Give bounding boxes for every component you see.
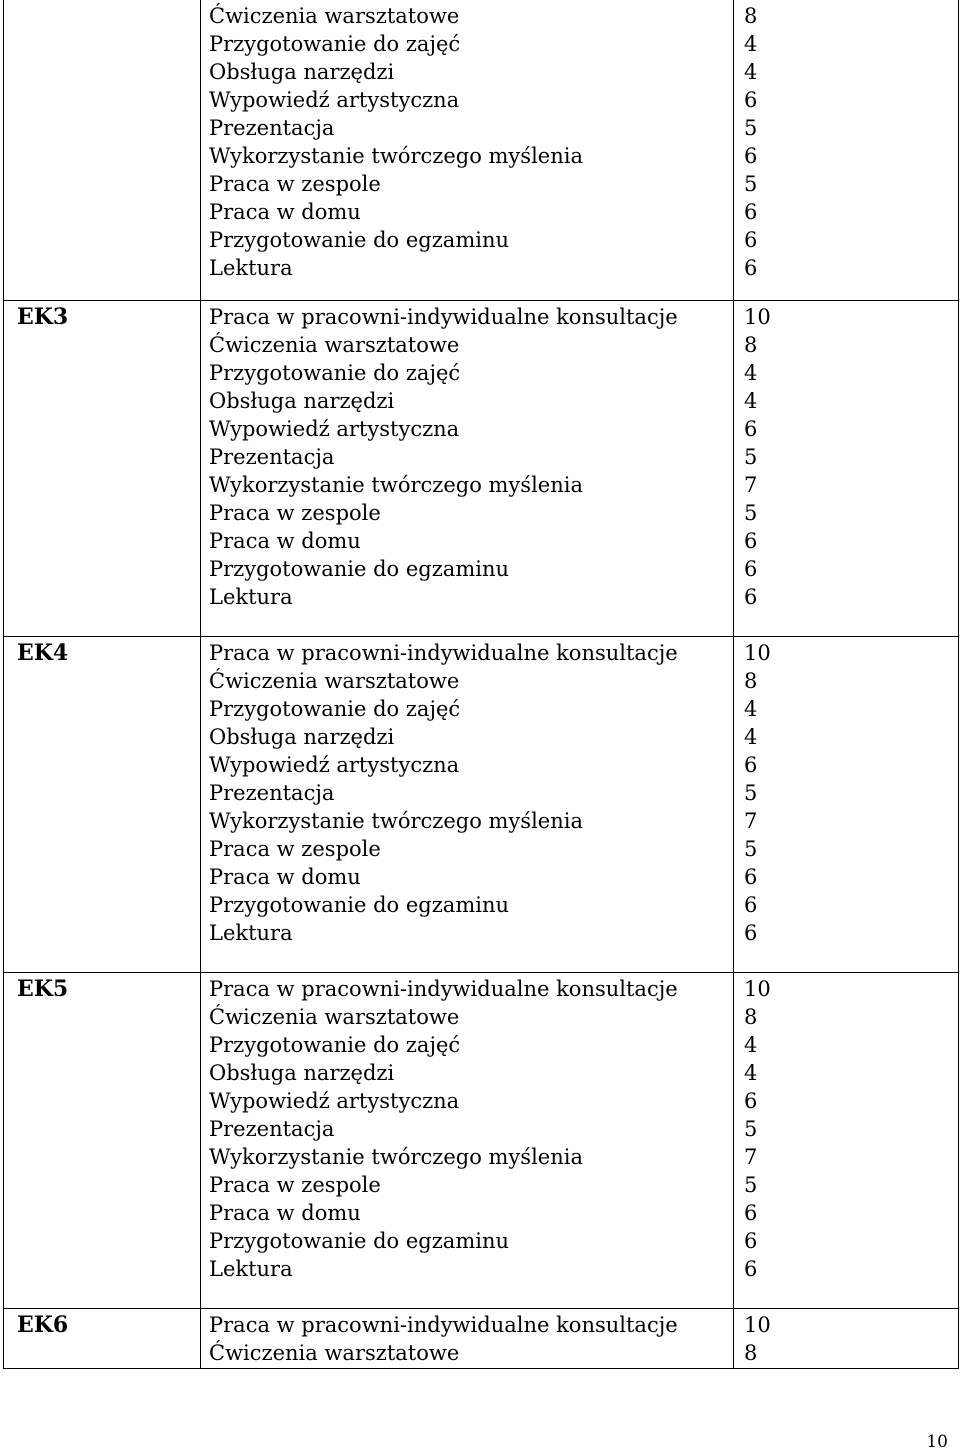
hours-value: 10 bbox=[744, 1313, 771, 1337]
hours-value: 6 bbox=[744, 921, 758, 945]
hours-value: 7 bbox=[744, 809, 758, 833]
activity-item: Przygotowanie do zajęć bbox=[209, 1033, 461, 1057]
activity-item: Praca w domu bbox=[209, 865, 361, 889]
activity-item: Wypowiedź artystyczna bbox=[209, 417, 460, 441]
activity-item: Przygotowanie do zajęć bbox=[209, 32, 461, 56]
activity-item: Przygotowanie do egzaminu bbox=[209, 557, 509, 581]
activity-item: Praca w zespole bbox=[209, 172, 381, 196]
hours-value: 5 bbox=[744, 501, 758, 525]
hours-value: 6 bbox=[744, 893, 758, 917]
activity-item: Prezentacja bbox=[209, 445, 335, 469]
hours-value: 8 bbox=[744, 4, 758, 28]
hours-value: 5 bbox=[744, 116, 758, 140]
hours-value: 5 bbox=[744, 172, 758, 196]
hours-list-cell bbox=[734, 973, 959, 1309]
hours-value: 6 bbox=[744, 557, 758, 581]
hours-value: 4 bbox=[744, 1061, 758, 1085]
hours-value: 4 bbox=[744, 60, 758, 84]
hours-value: 7 bbox=[744, 1145, 758, 1169]
activity-item: Praca w pracowni-indywidualne konsultacje bbox=[209, 305, 678, 329]
activity-item: Przygotowanie do egzaminu bbox=[209, 228, 509, 252]
activity-item: Ćwiczenia warsztatowe bbox=[209, 333, 460, 357]
activity-list-cell bbox=[201, 0, 734, 301]
activity-item: Praca w domu bbox=[209, 1201, 361, 1225]
hours-value: 5 bbox=[744, 781, 758, 805]
outcome-code-cell bbox=[4, 973, 201, 1309]
table-row bbox=[4, 0, 959, 301]
activity-item: Ćwiczenia warsztatowe bbox=[209, 669, 460, 693]
hours-value: 6 bbox=[744, 865, 758, 889]
activity-item: Lektura bbox=[209, 1257, 293, 1281]
hours-list-cell bbox=[734, 1309, 959, 1369]
hours-value: 4 bbox=[744, 697, 758, 721]
activity-item: Wypowiedź artystyczna bbox=[209, 88, 460, 112]
table-row bbox=[4, 301, 959, 637]
activity-item: Praca w zespole bbox=[209, 1173, 381, 1197]
outcome-code-cell bbox=[4, 0, 201, 301]
activity-item: Ćwiczenia warsztatowe bbox=[209, 1005, 460, 1029]
activity-item: Praca w zespole bbox=[209, 837, 381, 861]
activity-item: Ćwiczenia warsztatowe bbox=[209, 1341, 460, 1365]
hours-list-cell bbox=[734, 637, 959, 973]
activity-item: Praca w pracowni-indywidualne konsultacje bbox=[209, 1313, 678, 1337]
activity-item: Praca w zespole bbox=[209, 501, 381, 525]
hours-list-cell bbox=[734, 0, 959, 301]
activity-item: Praca w pracowni-indywidualne konsultacje bbox=[209, 977, 678, 1001]
hours-value: 7 bbox=[744, 473, 758, 497]
activity-item: Wykorzystanie twórczego myślenia bbox=[209, 473, 583, 497]
activity-item: Wykorzystanie twórczego myślenia bbox=[209, 809, 583, 833]
activity-item: Przygotowanie do egzaminu bbox=[209, 893, 509, 917]
activity-item: Obsługa narzędzi bbox=[209, 60, 395, 84]
hours-value: 10 bbox=[744, 641, 771, 665]
outcome-code-cell bbox=[4, 1309, 201, 1369]
hours-value: 5 bbox=[744, 1173, 758, 1197]
hours-value: 5 bbox=[744, 1117, 758, 1141]
hours-value: 8 bbox=[744, 333, 758, 357]
hours-value: 8 bbox=[744, 669, 758, 693]
page-number: 10 bbox=[926, 1432, 948, 1452]
activity-item: Przygotowanie do egzaminu bbox=[209, 1229, 509, 1253]
outcome-code: EK6 bbox=[17, 1312, 69, 1338]
table-row bbox=[4, 637, 959, 973]
activity-item: Prezentacja bbox=[209, 781, 335, 805]
activity-list-cell bbox=[201, 301, 734, 637]
outcome-code: EK4 bbox=[17, 640, 69, 666]
hours-value: 6 bbox=[744, 1201, 758, 1225]
hours-value: 5 bbox=[744, 445, 758, 469]
activity-list-cell bbox=[201, 637, 734, 973]
table-body bbox=[4, 0, 959, 1369]
activity-item: Praca w domu bbox=[209, 200, 361, 224]
hours-value: 4 bbox=[744, 389, 758, 413]
hours-value: 4 bbox=[744, 32, 758, 56]
activity-item: Przygotowanie do zajęć bbox=[209, 361, 461, 385]
activity-item: Przygotowanie do zajęć bbox=[209, 697, 461, 721]
table-row bbox=[4, 1309, 959, 1369]
activity-item: Lektura bbox=[209, 585, 293, 609]
activity-item: Wypowiedź artystyczna bbox=[209, 753, 460, 777]
activity-item: Prezentacja bbox=[209, 116, 335, 140]
hours-value: 5 bbox=[744, 837, 758, 861]
activity-item: Obsługa narzędzi bbox=[209, 725, 395, 749]
activity-item: Lektura bbox=[209, 256, 293, 280]
hours-value: 10 bbox=[744, 977, 771, 1001]
activity-item: Wykorzystanie twórczego myślenia bbox=[209, 1145, 583, 1169]
table-row bbox=[4, 973, 959, 1309]
hours-value: 6 bbox=[744, 529, 758, 553]
hours-value: 4 bbox=[744, 1033, 758, 1057]
activity-list-cell bbox=[201, 973, 734, 1309]
hours-value: 6 bbox=[744, 417, 758, 441]
activity-item: Ćwiczenia warsztatowe bbox=[209, 4, 460, 28]
activity-item: Obsługa narzędzi bbox=[209, 389, 395, 413]
hours-value: 6 bbox=[744, 585, 758, 609]
hours-value: 6 bbox=[744, 1229, 758, 1253]
activity-item: Praca w pracowni-indywidualne konsultacje bbox=[209, 641, 678, 665]
hours-value: 6 bbox=[744, 228, 758, 252]
activity-item: Obsługa narzędzi bbox=[209, 1061, 395, 1085]
hours-value: 6 bbox=[744, 753, 758, 777]
activity-item: Wykorzystanie twórczego myślenia bbox=[209, 144, 583, 168]
activity-item: Wypowiedź artystyczna bbox=[209, 1089, 460, 1113]
outcome-code: EK5 bbox=[17, 976, 69, 1002]
activity-list-cell bbox=[201, 1309, 734, 1369]
activity-item: Lektura bbox=[209, 921, 293, 945]
hours-value: 6 bbox=[744, 256, 758, 280]
hours-value: 4 bbox=[744, 725, 758, 749]
hours-list-cell bbox=[734, 301, 959, 637]
hours-value: 6 bbox=[744, 1089, 758, 1113]
hours-value: 6 bbox=[744, 1257, 758, 1281]
outcome-code-cell bbox=[4, 637, 201, 973]
hours-value: 10 bbox=[744, 305, 771, 329]
hours-value: 6 bbox=[744, 88, 758, 112]
outcome-code: EK3 bbox=[17, 304, 69, 330]
hours-value: 6 bbox=[744, 144, 758, 168]
hours-value: 8 bbox=[744, 1005, 758, 1029]
learning-outcomes-table bbox=[3, 0, 959, 1369]
hours-value: 6 bbox=[744, 200, 758, 224]
activity-item: Praca w domu bbox=[209, 529, 361, 553]
hours-value: 4 bbox=[744, 361, 758, 385]
outcome-code-cell bbox=[4, 301, 201, 637]
hours-value: 8 bbox=[744, 1341, 758, 1365]
activity-item: Prezentacja bbox=[209, 1117, 335, 1141]
